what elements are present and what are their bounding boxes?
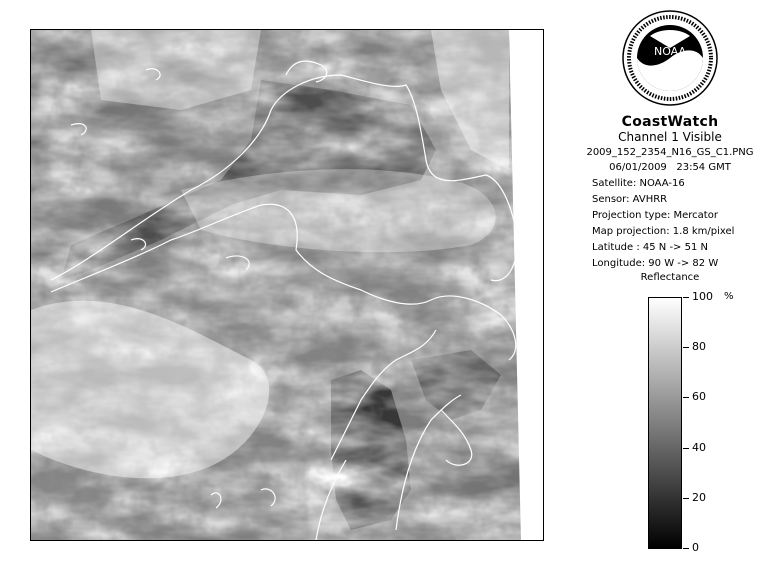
logo-text: NOAA	[653, 45, 687, 58]
noaa-logo	[620, 8, 720, 108]
file-name: 2009_152_2354_N16_GS_C1.PNG	[586, 147, 754, 158]
info-panel	[558, 0, 782, 572]
colorbar-tick	[683, 448, 689, 449]
date-time	[558, 162, 782, 173]
satellite-info: Satellite: NOAA-16	[592, 178, 685, 189]
colorbar-tick-label: 20	[692, 491, 706, 504]
latitude-info: Latitude : 45 N -> 51 N	[592, 242, 708, 253]
colorbar-tick	[683, 397, 689, 398]
colorbar-unit: %	[724, 291, 734, 302]
colorbar-label: Reflectance	[640, 272, 700, 283]
map-resolution-info: Map projection: 1.8 km/pixel	[592, 226, 735, 237]
colorbar-tick-label: 80	[692, 340, 706, 353]
colorbar-tick	[683, 347, 689, 348]
channel-label: Channel 1 Visible	[618, 130, 722, 144]
colorbar-tick	[683, 548, 689, 549]
date-value: 06/01/2009	[609, 162, 667, 173]
time-value: 23:54 GMT	[676, 162, 731, 173]
longitude-info: Longitude: 90 W -> 82 W	[592, 258, 719, 269]
colorbar-tick-label: 100	[692, 290, 713, 303]
satellite-map-svg	[31, 30, 544, 541]
colorbar-tick	[683, 297, 689, 298]
sensor-info: Sensor: AVHRR	[592, 194, 668, 205]
colorbar-tick	[683, 498, 689, 499]
projection-type-info: Projection type: Mercator	[592, 210, 718, 221]
app-title: CoastWatch	[621, 114, 719, 130]
colorbar-tick-label: 0	[692, 541, 699, 554]
satellite-image	[30, 29, 544, 541]
colorbar	[648, 297, 682, 549]
colorbar-tick-label: 40	[692, 441, 706, 454]
colorbar-tick-label: 60	[692, 390, 706, 403]
